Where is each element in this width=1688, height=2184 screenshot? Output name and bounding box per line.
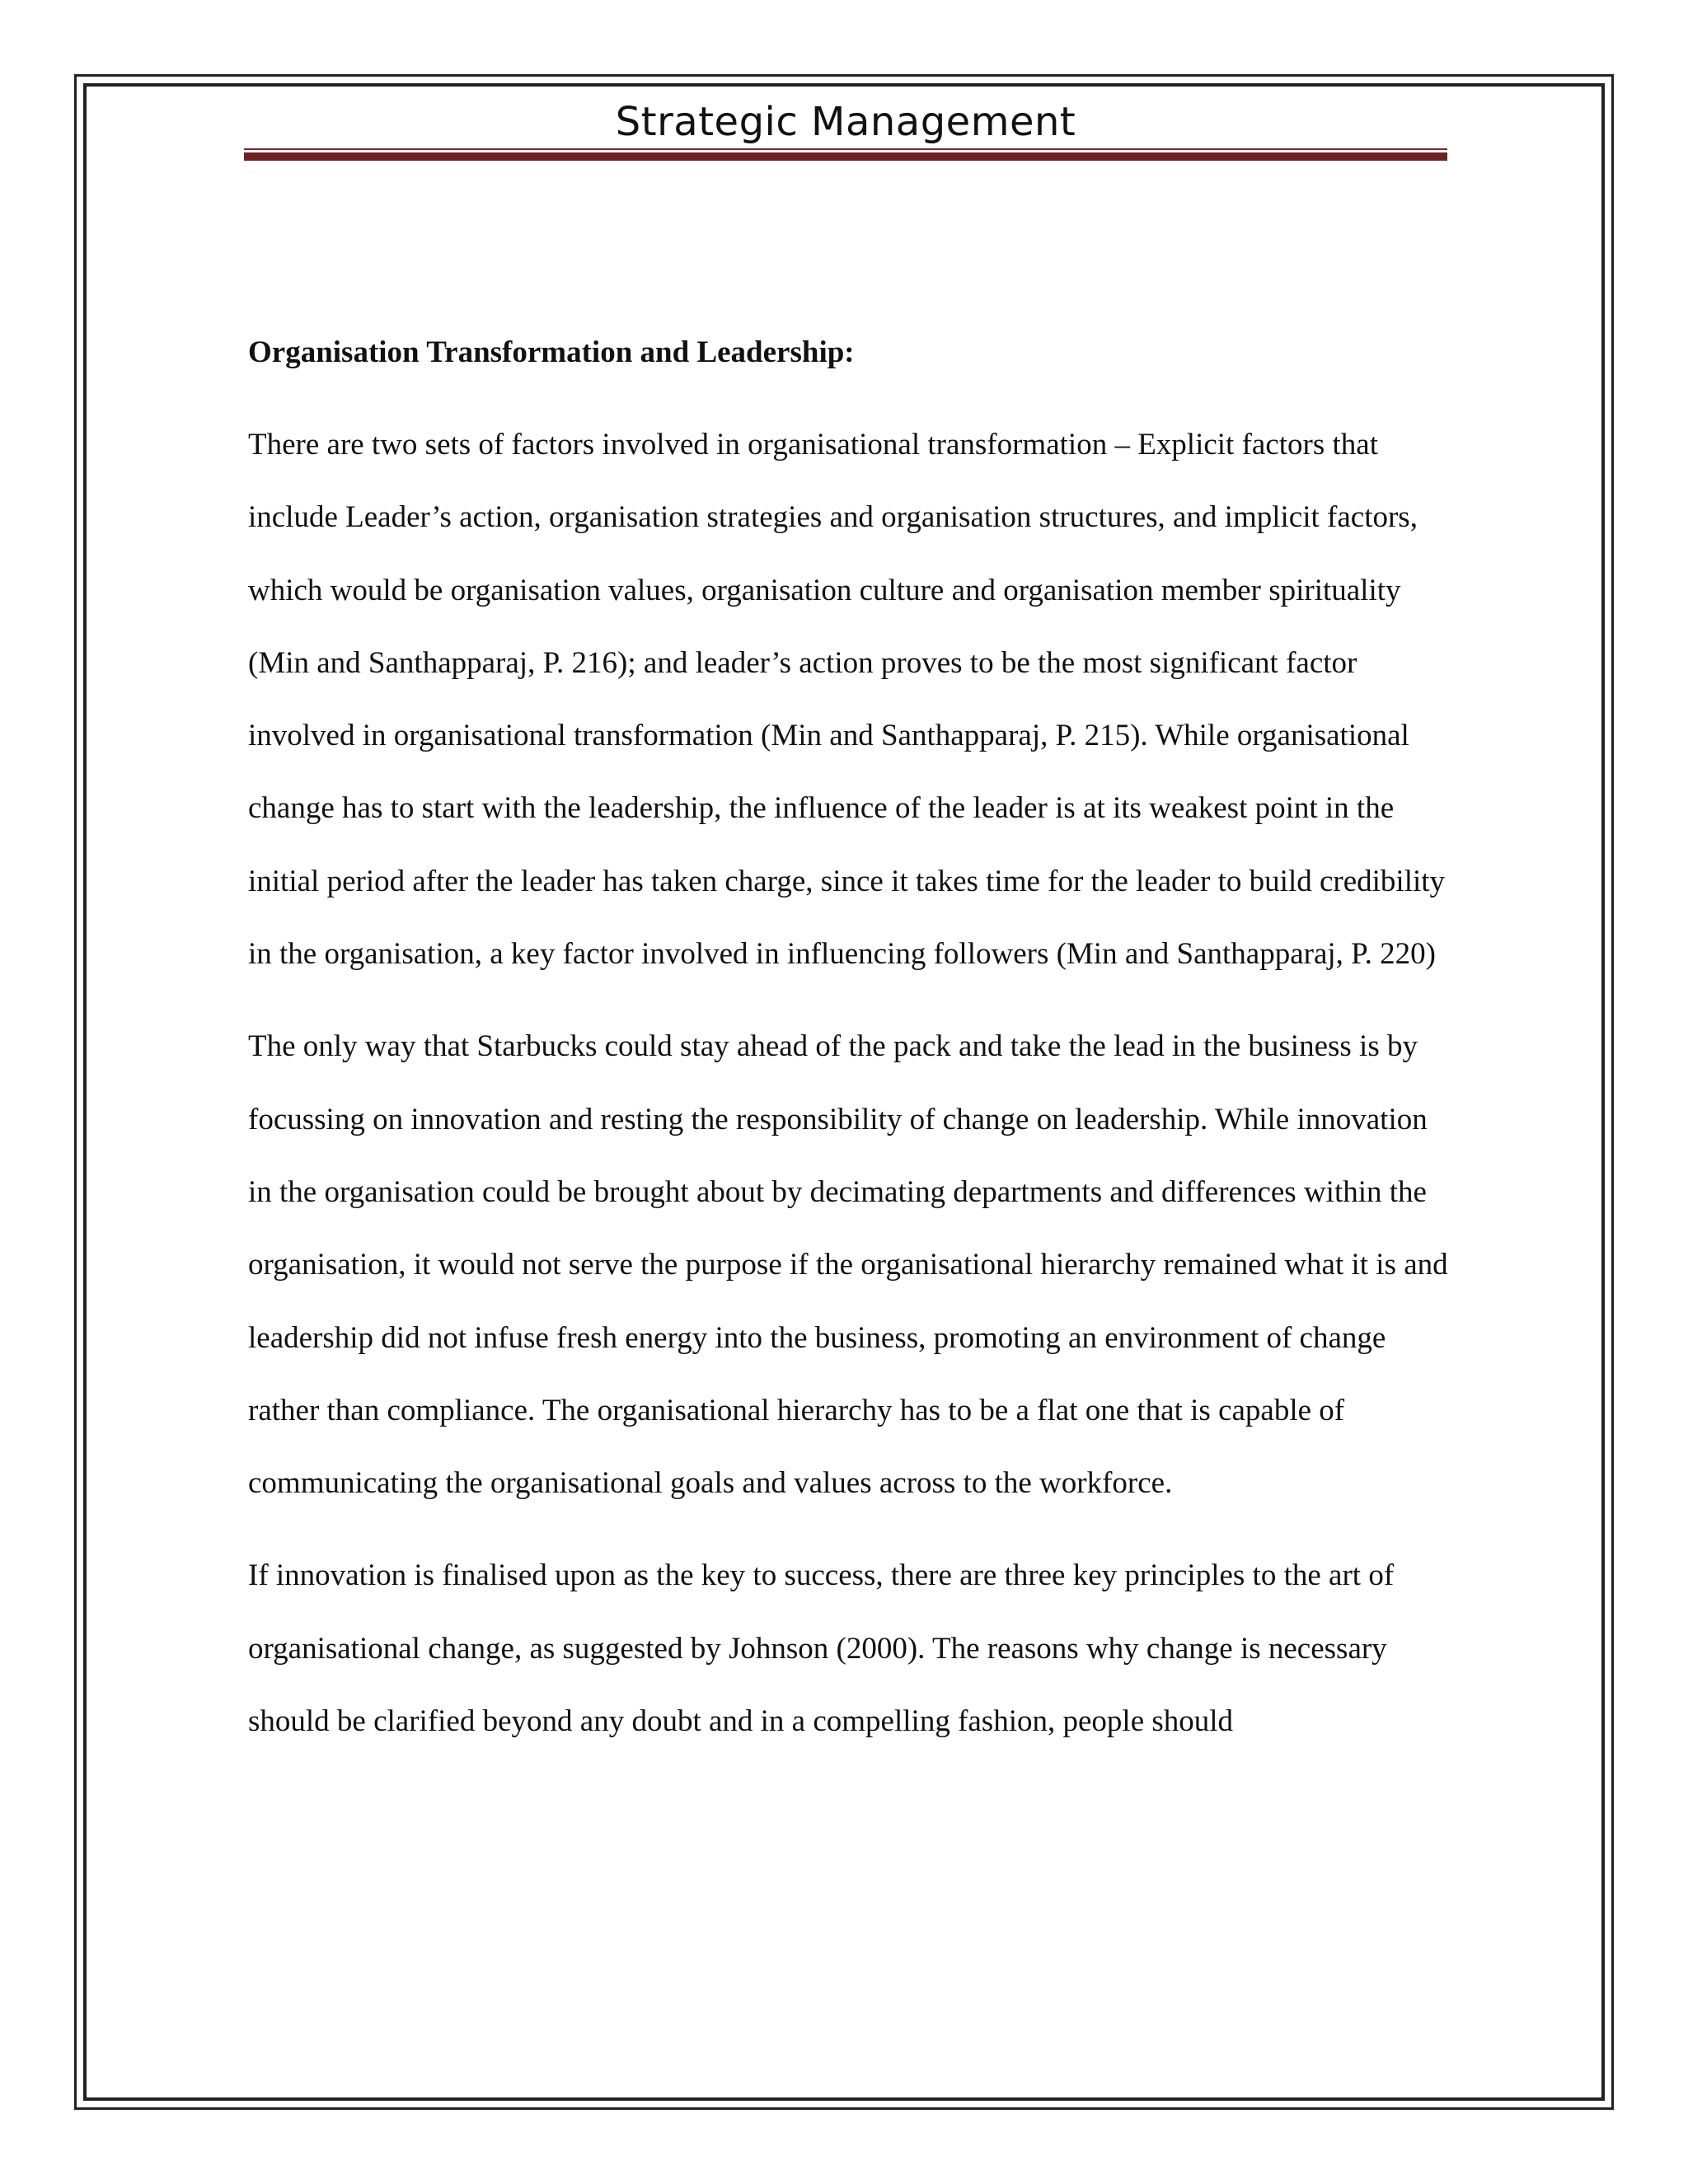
page-header-title: Strategic Management [615,99,1076,145]
paragraph-2: The only way that Starbucks could stay ahead of the pack and take the lead in the business is by focussing on innovation and resting the responsibility of change on leadership. While innovation in the organisation could be brought about by decimating departments and differences within the organisation, it would not serve the purpose if the organisational hierarchy remained what it is and leadership did not infuse fresh energy into the business, promoting an environment of change rather than compliance. The organisational hierarchy has to be a flat one that is capable of communicating the organisational goals and values across to the workforce. [248,1029,1448,1501]
paragraph-3: If innovation is finalised upon as the key to success, there are three key principles to the art of organisational change, as suggested by Johnson (2000). The reasons why change is necessary should be clarified beyond any doubt and in a compelling fashion, people should [248,1558,1395,1739]
header-rule-thick [244,152,1447,161]
document-body [248,330,1451,1778]
paragraph-1: There are two sets of factors involved in organisational transformation – Explicit factors that include Leader’s action, organisation strategies and organisation structures, and implicit factors, which would be organisation values, organisation culture and organisation member spirituality (Min and Santhapparaj, P. 216); and leader’s action proves to be the most significant factor involved in organisational transformation (Min and Santhapparaj, P. 215). While organisational change has to start with the leadership, the influence of the leader is at its weakest point in the initial period after the leader has taken charge, since it takes time for the leader to build credibility in the organisation, a key factor involved in influencing followers (Min and Santhapparaj, P. 220) [248,428,1446,972]
header-rule-thin [244,148,1447,150]
section-heading: Organisation Transformation and Leadership: [248,335,855,369]
